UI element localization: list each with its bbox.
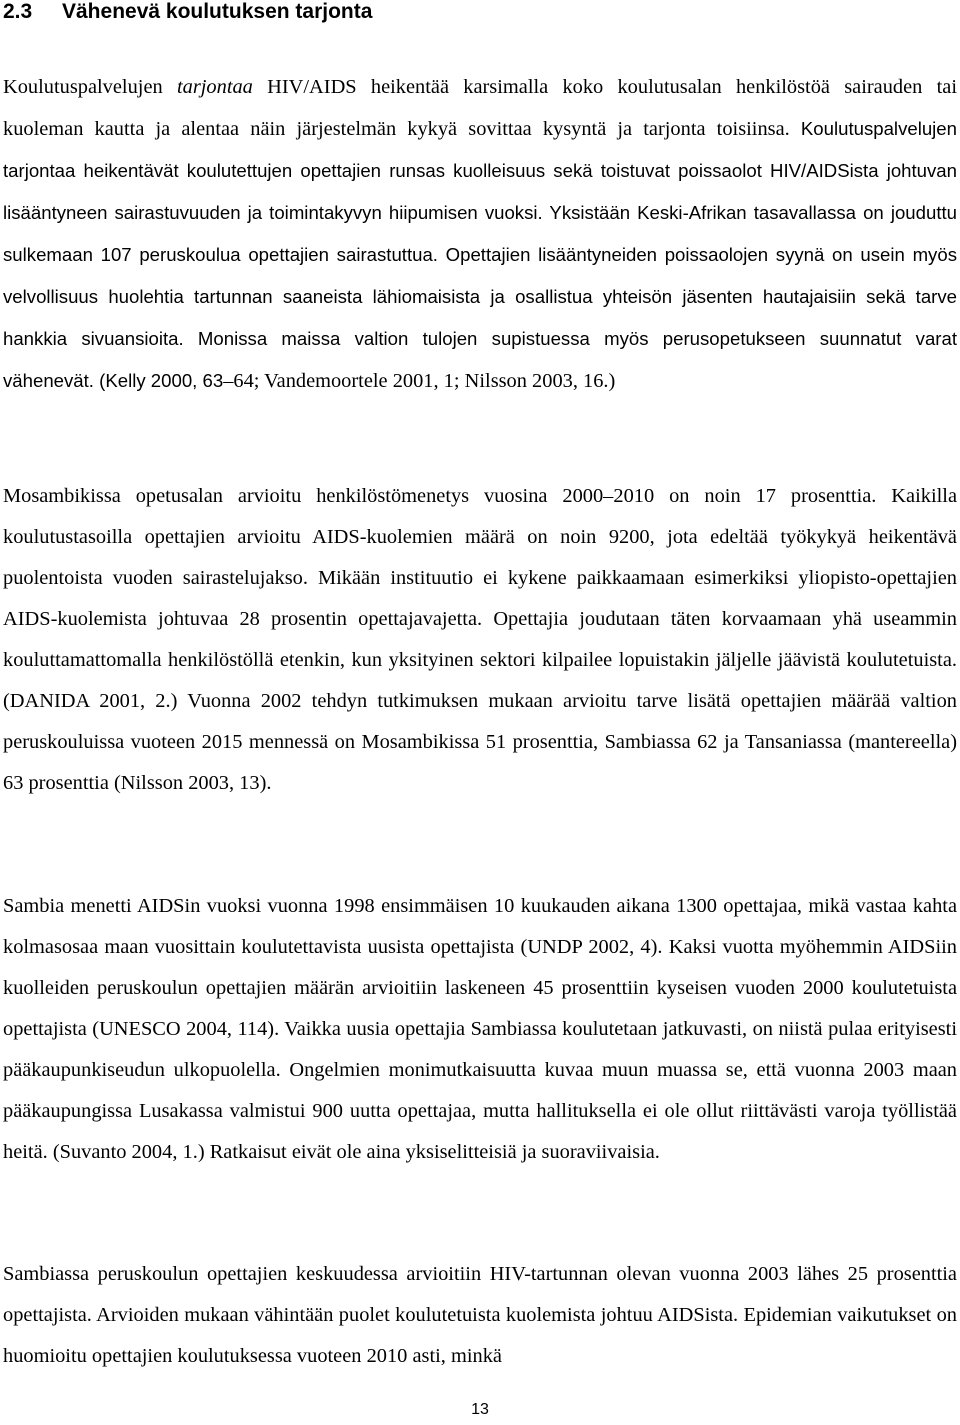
paragraph-4 <box>3 1254 957 1377</box>
paragraph-1-emphasis: tarjontaa <box>176 76 253 98</box>
paragraph-3-text-b: Kaksi vuotta myöhemmin AIDSiin kuolleiden peruskoulun opettajien määrän arvioitiin laskeneen 45 prosenttiin kyseisen vuoden 2000 koulutetuista opettajista (UNESCO 2004, 114). Vaikka uusia opettajia Sambiassa koulutetaan jatkuvasti, on niistä pulaa erityisesti pääkaupunkiseudun ulkopuolella. Ongelmien monimutkaisuutta kuvaa muun muassa se, että vuonna 2003 maan pääkaupungissa Lusakassa valmistui 900 uutta opettajaa, mutta hallituksella ei ole ollut riittävästi varoja työllistää heitä. (Suvanto 2004, 1.) Ratkaisut eivät ole aina yksiselitteisiä ja suoraviivaisia. <box>3 936 957 1163</box>
paragraph-4-text: Sambiassa peruskoulun opettajien keskuudessa arvioitiin HIV-tartunnan olevan vuonna 2003 lähes 25 prosenttia opettajista. Arvioiden mukaan vähintään puolet koulutetuista kuolemista johtuu AIDSista. Epidemian vaikutukset on huomioitu opettajien koulutuksessa vuoteen 2010 asti, minkä <box>3 1263 957 1367</box>
en-dash: – <box>223 370 234 392</box>
paragraph-2-text-b: 2010 on noin 17 prosenttia. Kaikilla koulutustasoilla opettajien arvioitu AIDS-kuolemien määrä on noin 9200, jota edeltää työkykyä heikentävä puolentoista vuoden sairastelujakso. Mikään instituutio ei kykene paikkaamaan esimerkiksi yliopisto-opettajien AIDS-kuolemista johtuvaa 28 prosentin opettajavajetta. <box>3 485 957 630</box>
section-heading <box>3 0 372 26</box>
page-number: 13 <box>471 1401 489 1418</box>
en-dash: – <box>603 485 614 507</box>
paragraph-3 <box>3 886 957 1173</box>
section-number: 2.3 <box>3 0 33 23</box>
paragraph-1 <box>3 67 957 402</box>
paragraph-1-text-d: 64; Vandemoortele 2001, 1; Nilsson 2003, 16.) <box>233 370 616 392</box>
paragraph-1-text-c: Koulutuspalvelujen tarjontaa heikentävät koulutettujen opettajien runsas kuolleisuus sekä toistuvat poissaolot HIV/AIDSista johtuvan lisääntyneen sairastuvuuden ja toimintakyvyn hiipumisen vuoksi. Yksistään Keski-Afrikan tasavallassa on jouduttu sulkemaan 107 peruskoulua opettajien sairastuttua. Opettajien lisääntyneiden poissaolojen syynä on usein myös velvollisuus huolehtia tartunnan saaneista lähiomaisista ja osallistua yhteisön jäsenten hautajaisiin sekä tarve hankkia sivuansioita. Monissa maissa valtion tulojen supistuessa myös perusopetukseen suunnatut varat vähenevät. (Kelly 2000, 63 <box>3 118 957 391</box>
paragraph-2-text-c: Opettajia joudutaan täten korvaamaan yhä useammin kouluttamattomalla henkilöstöllä etenkin, kun yksityinen sektori kilpailee lopuistakin jäljelle jäävistä koulutetuista. (DANIDA 2001, 2.) Vuonna 2002 tehdyn tutkimuksen mukaan arvioitu tarve lisätä opettajien määrää valtion peruskouluissa vuoteen 2015 mennessä on Mosambikissa 51 prosenttia, Sambiassa 62 ja Tansaniassa (mantereella) 63 prosenttia (Nilsson 2003, 13). <box>3 608 957 794</box>
paragraph-3-text-a: Sambia menetti AIDSin vuoksi vuonna 1998 ensimmäisen 10 kuukauden aikana 1300 opettajaa, mikä vastaa kahta kolmasosaa maan vuosittain koulutettavista uusista opettajista (UNDP 2002, 4). <box>3 895 957 958</box>
paragraph-2 <box>3 476 957 804</box>
paragraph-1-text-a: Koulutuspalvelujen <box>3 76 177 98</box>
paragraph-1-text-b: HIV/AIDS heikentää karsimalla koko koulutusalan henkilöstöä sairauden tai kuoleman kautta ja alentaa näin järjestelmän kykyä sovittaa kysyntä ja tarjonta toisiinsa. <box>3 76 957 140</box>
paragraph-2-text-a: Mosambikissa opetusalan arvioitu henkilöstömenetys vuosina 2000 <box>3 485 604 507</box>
section-title: Vähenevä koulutuksen tarjonta <box>62 0 373 23</box>
